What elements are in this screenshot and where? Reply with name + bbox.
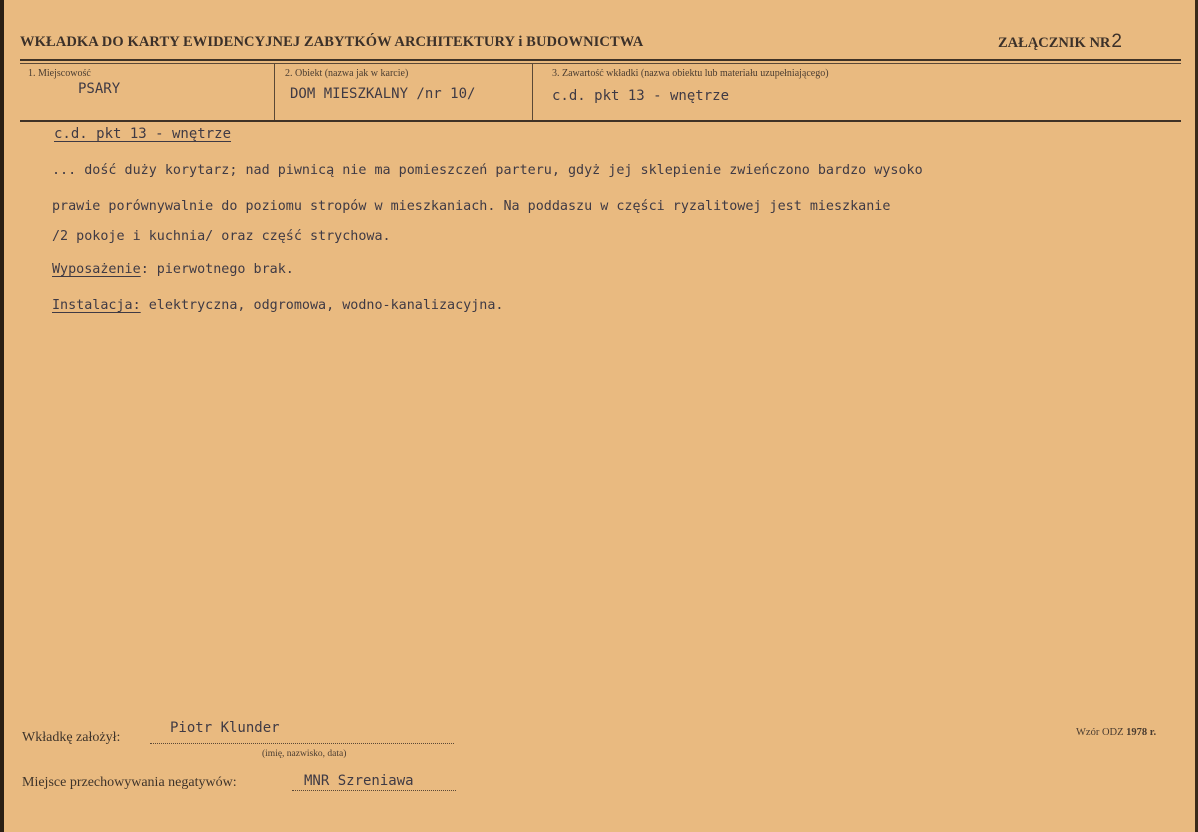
content-label: 3. Zawartość wkładki (nazwa obiektu lub materiału uzupełniającego) (552, 68, 829, 79)
header-double-rule (20, 59, 1181, 61)
storage-dotted-line (292, 790, 456, 791)
storage-label: Miejsce przechowywania negatywów: (22, 775, 237, 790)
locality-label: 1. Miejscowość (28, 68, 91, 79)
equipment-row (52, 262, 294, 277)
form-reference (1076, 727, 1156, 738)
created-by-hint: (imię, nazwisko, data) (262, 749, 347, 759)
storage-value: MNR Szreniawa (304, 773, 414, 789)
object-label: 2. Obiekt (nazwa jak w karcie) (285, 68, 409, 79)
field-divider-1 (274, 64, 275, 120)
fields-bottom-rule (20, 120, 1181, 122)
body-line-3: /2 pokoje i kuchnia/ oraz część strychowa. (52, 229, 391, 244)
body-heading: c.d. pkt 13 - wnętrze (54, 126, 232, 142)
form-year: 1978 r. (1126, 727, 1157, 738)
content-value: c.d. pkt 13 - wnętrze (552, 88, 730, 104)
card-title: WKŁADKA DO KARTY EWIDENCYJNEJ ZABYTKÓW ARCHITEKTURY i BUDOWNICTWA (20, 34, 644, 50)
attachment-number: 2 (1111, 31, 1122, 52)
installation-value: elektryczna, odgromowa, wodno-kanalizacyjna. (140, 298, 504, 313)
equipment-value: : pierwotnego brak. (140, 262, 294, 277)
created-by-dotted-line (150, 743, 454, 744)
installation-label: Instalacja: (52, 298, 141, 313)
locality-value: PSARY (78, 81, 121, 97)
field-divider-2 (532, 64, 533, 120)
body-line-1: ... dość duży korytarz; nad piwnicą nie ma pomieszczeń parteru, gdyż jej sklepienie zwieńczono bardzo wysoko (52, 163, 923, 178)
installation-row (52, 298, 503, 313)
form-label: Wzór ODZ (1076, 727, 1124, 738)
created-by-label: Wkładkę założył: (22, 730, 121, 745)
object-value: DOM MIESZKALNY /nr 10/ (290, 86, 476, 102)
attachment-label: ZAŁĄCZNIK NR (998, 35, 1111, 51)
body-line-2: prawie porównywalnie do poziomu stropów w mieszkaniach. Na poddaszu w części ryzalitowej jest mieszkanie (52, 199, 891, 214)
attachment-label-group (998, 31, 1122, 53)
header-double-rule-inner (20, 63, 1181, 64)
equipment-label: Wyposażenie (52, 262, 141, 277)
created-by-value: Piotr Klunder (170, 720, 280, 736)
